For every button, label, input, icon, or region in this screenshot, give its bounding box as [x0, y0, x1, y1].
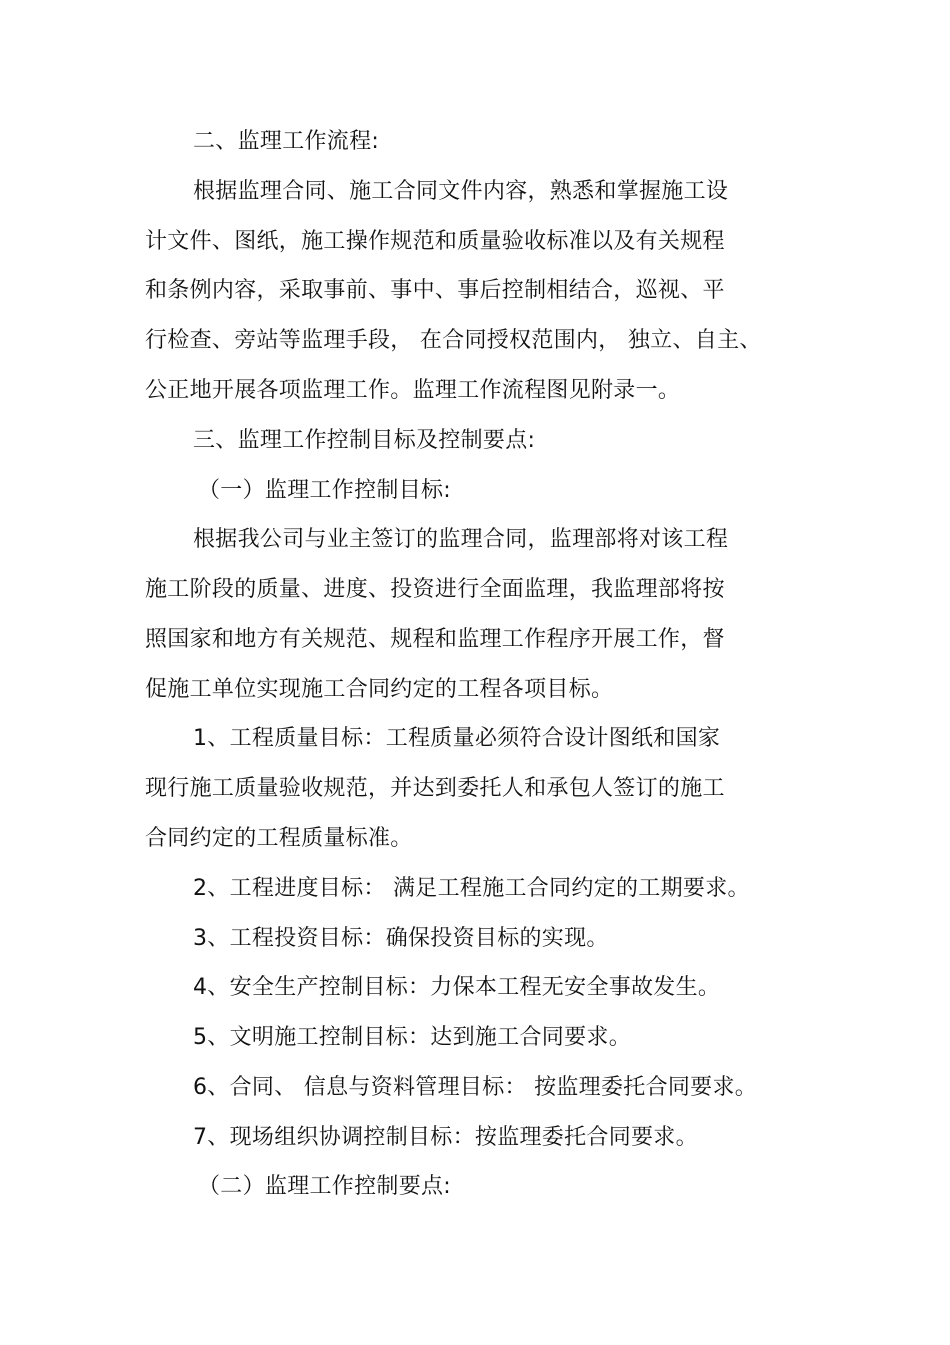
list-item-7: 7、现场组织协调控制目标：按监理委托合同要求。	[193, 1125, 698, 1150]
list-item-6: 6、合同、 信息与资料管理目标： 按监理委托合同要求。	[193, 1075, 758, 1100]
paragraph-line: 和条例内容，采取事前、事中、事后控制相结合，巡视、平	[145, 278, 725, 303]
section-heading-2: 二、监理工作流程:	[193, 129, 380, 154]
paragraph-line: 公正地开展各项监理工作。监理工作流程图见附录一。	[145, 378, 681, 403]
section-heading-3: 三、监理工作控制目标及控制要点:	[193, 428, 536, 453]
paragraph-line: 施工阶段的质量、进度、投资进行全面监理，我监理部将按	[145, 577, 725, 602]
list-item-2: 2、工程进度目标： 满足工程施工合同约定的工期要求。	[193, 876, 750, 901]
paragraph-line: 合同约定的工程质量标准。	[145, 826, 413, 851]
list-item-4: 4、安全生产控制目标：力保本工程无安全事故发生。	[193, 975, 721, 1000]
list-item-3: 3、工程投资目标：确保投资目标的实现。	[193, 926, 609, 951]
paragraph-line: 根据监理合同、施工合同文件内容，熟悉和掌握施工设	[193, 179, 729, 204]
paragraph-line: 照国家和地方有关规范、规程和监理工作程序开展工作，督	[145, 627, 725, 652]
paragraph-line: 现行施工质量验收规范，并达到委托人和承包人签订的施工	[145, 776, 725, 801]
paragraph-line: 根据我公司与业主签订的监理合同，监理部将对该工程	[193, 527, 729, 552]
subsection-heading-1: （一）监理工作控制目标:	[198, 478, 452, 503]
list-item-5: 5、文明施工控制目标：达到施工合同要求。	[193, 1025, 631, 1050]
subsection-heading-2: （二）监理工作控制要点:	[198, 1174, 452, 1199]
paragraph-line: 促施工单位实现施工合同约定的工程各项目标。	[145, 677, 614, 702]
paragraph-line: 行检查、旁站等监理手段， 在合同授权范围内， 独立、自主、	[145, 328, 762, 353]
list-item-1: 1、工程质量目标：工程质量必须符合设计图纸和国家	[193, 726, 721, 751]
paragraph-line: 计文件、图纸，施工操作规范和质量验收标准以及有关规程	[145, 229, 725, 254]
